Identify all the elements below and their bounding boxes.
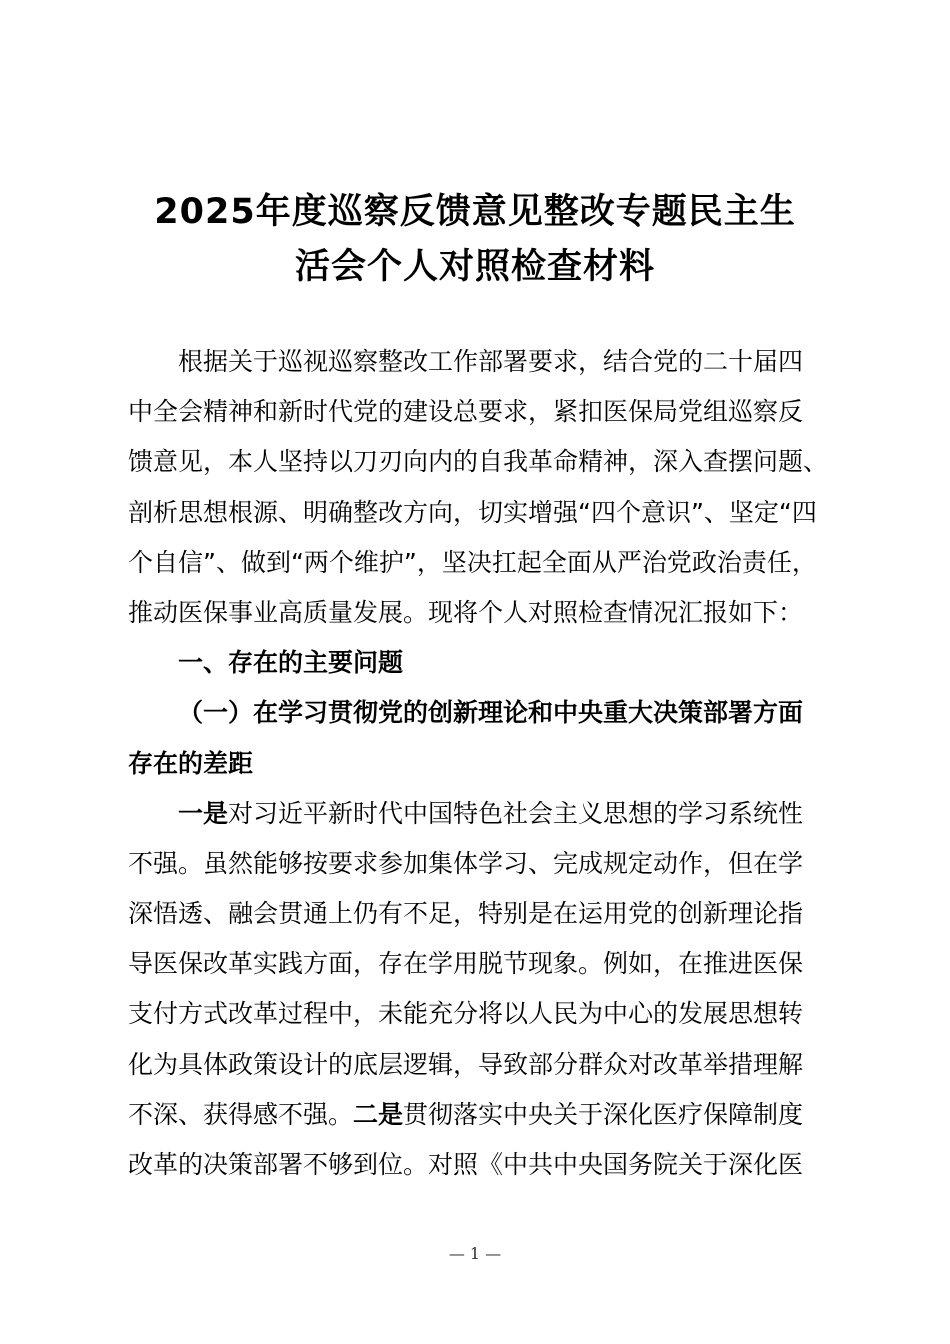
- intro-line: 个自信”、做到“两个维护”，坚决扛起全面从严治党政治责任，: [128, 547, 817, 577]
- document-body: [128, 337, 828, 1190]
- subsection-heading-line-1: （一）在学习贯彻党的创新理论和中央重大决策部署方面: [178, 698, 804, 728]
- point-two-label: 二是: [353, 1099, 404, 1129]
- point-one-line: 支付方式改革过程中，未能充分将以人民为中心的发展思想转: [128, 999, 804, 1029]
- intro-line: 根据关于巡视巡察整改工作部署要求，结合党的二十届四: [178, 347, 804, 376]
- point-one-line: 深悟透、融会贯通上仍有不足，特别是在运用党的创新理论指: [128, 899, 804, 929]
- point-one-first-line: [128, 789, 828, 839]
- intro-line: 馈意见，本人坚持以刀刃向内的自我革命精神，深入查摆问题、: [128, 447, 829, 477]
- intro-line: 中全会精神和新时代党的建设总要求，紧扣医保局党组巡察反: [128, 397, 804, 427]
- point-two-line: 改革的决策部署不够到位。对照《中共中央国务院关于深化医: [128, 1150, 804, 1179]
- page-number: — 1 —: [448, 1244, 502, 1263]
- document-title-line-2: 活会个人对照检查材料: [294, 247, 655, 287]
- point-one-line: 不强。虽然能够按要求参加集体学习、完成规定动作，但在学: [128, 848, 804, 878]
- point-one-line: 化为具体政策设计的底层逻辑，导致部分群众对改革举措理解: [128, 1049, 804, 1079]
- intro-line: 剖析思想根源、明确整改方向，切实增强“四个意识”、坚定“四: [128, 497, 817, 527]
- point-one-text: 对习近平新时代中国特色社会主义思想的学习系统性: [228, 798, 804, 828]
- point-one-line: 导医保改革实践方面，存在学用脱节现象。例如，在推进医保: [128, 949, 804, 979]
- section-heading: 一、存在的主要问题: [178, 648, 404, 678]
- point-one-label: 一是: [178, 798, 229, 828]
- point-one-last-text: 不深、获得感不强。: [128, 1099, 354, 1129]
- document-title-line-1: 2025年度巡察反馈意见整改专题民主生: [154, 192, 796, 232]
- subsection-heading-line-2: 存在的差距: [128, 748, 254, 778]
- intro-line: 推动医保事业高质量发展。现将个人对照检查情况汇报如下：: [128, 597, 804, 627]
- point-one-two-line: [128, 1090, 828, 1140]
- point-two-text: 贯彻落实中央关于深化医疗保障制度: [403, 1099, 804, 1129]
